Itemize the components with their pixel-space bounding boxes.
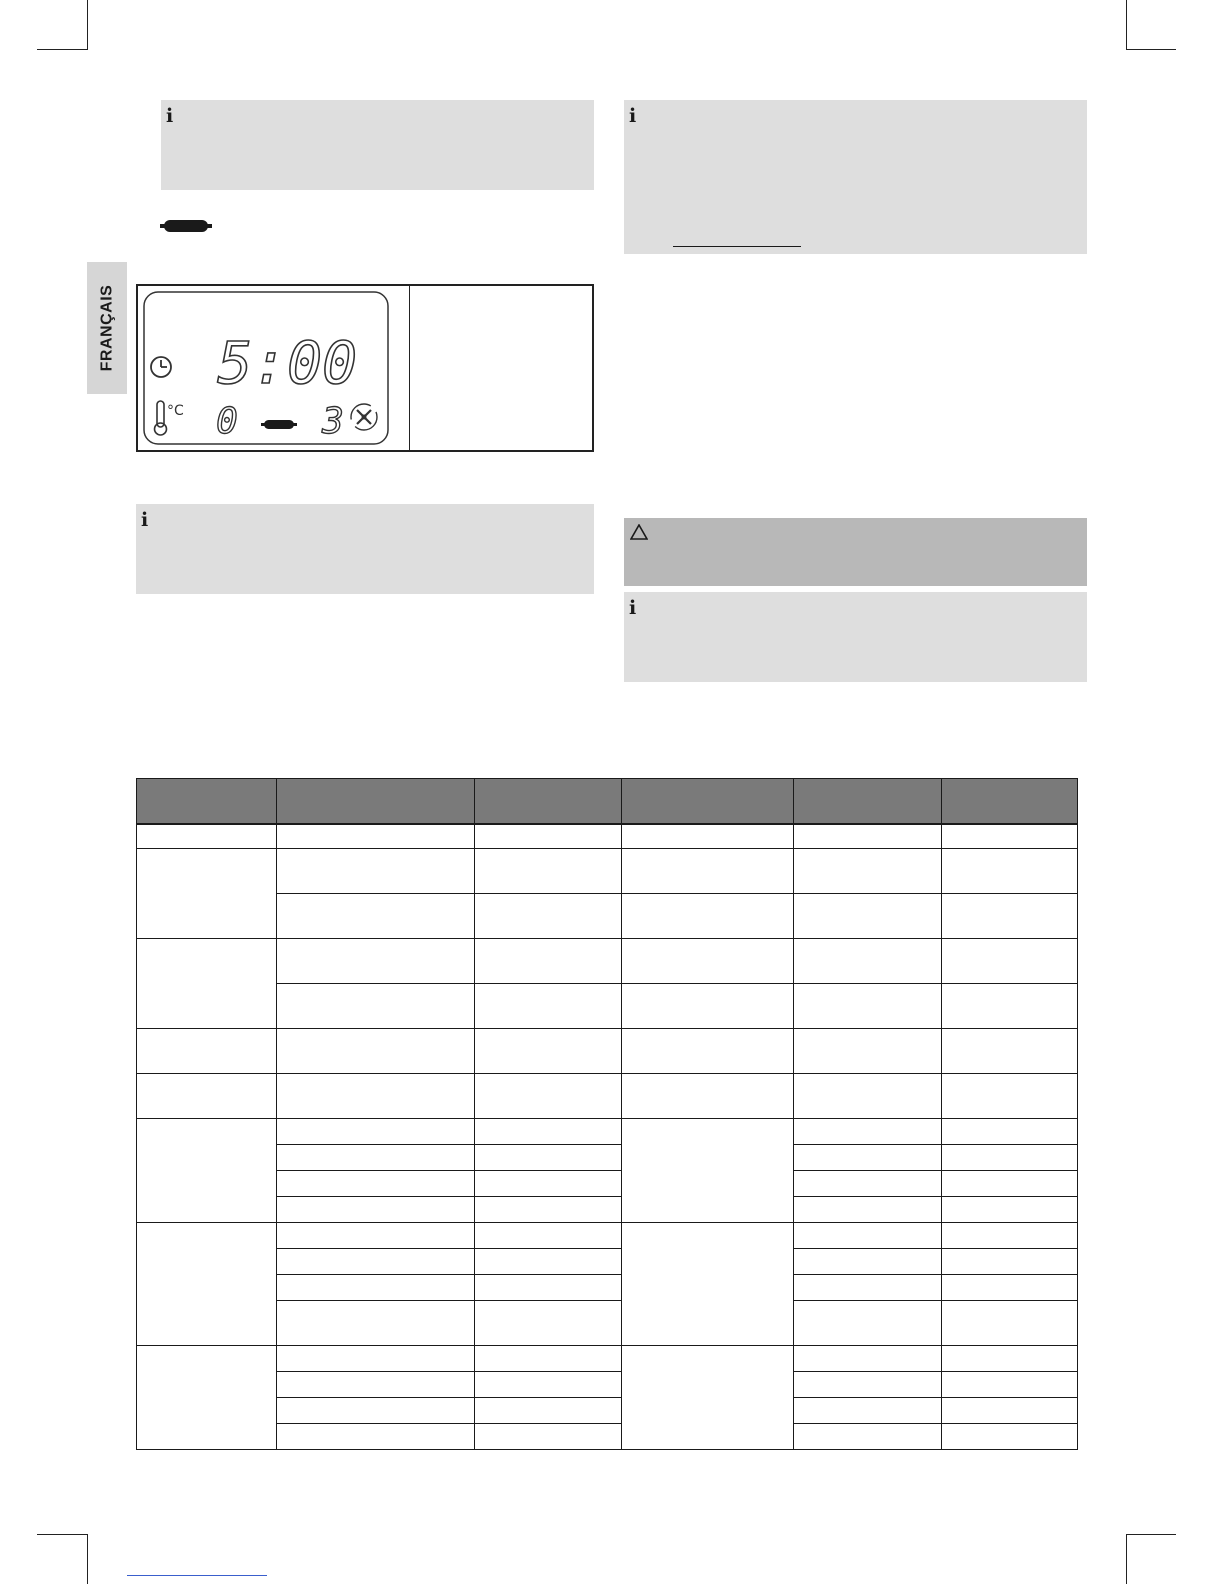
table-row <box>137 1398 1078 1424</box>
table-row <box>137 1029 1078 1074</box>
language-tab <box>87 262 127 394</box>
table-row <box>137 1249 1078 1275</box>
crop-mark <box>1126 49 1176 50</box>
table-row <box>137 939 1078 984</box>
lcd-time: 5:00 <box>217 329 357 397</box>
program-table <box>136 778 1078 1450</box>
table-row <box>137 1275 1078 1301</box>
svg-text:°C: °C <box>167 403 184 419</box>
info-note <box>624 592 1087 682</box>
table-header-cell <box>794 779 942 825</box>
lcd-temperature-digit: 0 <box>216 401 238 442</box>
table-row <box>137 894 1078 939</box>
info-icon: i <box>141 509 149 531</box>
table-row <box>137 984 1078 1029</box>
table-row <box>137 1145 1078 1171</box>
info-note <box>136 504 594 594</box>
crop-mark <box>1126 0 1127 50</box>
info-note <box>624 100 1087 254</box>
crop-mark <box>87 0 88 50</box>
table-row <box>137 1074 1078 1119</box>
table-row <box>137 1171 1078 1197</box>
language-tab-label: FRANÇAIS <box>98 284 116 372</box>
crop-mark <box>37 49 87 50</box>
crop-mark <box>87 1534 88 1584</box>
table-header-cell <box>137 779 277 825</box>
table-row <box>137 1197 1078 1223</box>
crop-mark <box>1126 1534 1176 1535</box>
lcd-display <box>143 291 389 445</box>
table-row <box>137 1372 1078 1398</box>
table-row <box>137 1424 1078 1450</box>
table-row <box>137 849 1078 894</box>
warning-triangle-icon <box>630 524 648 540</box>
info-icon: i <box>629 597 637 619</box>
table-row <box>137 1223 1078 1249</box>
underline-link[interactable] <box>673 246 801 247</box>
footer-link[interactable] <box>127 1575 267 1576</box>
table-header-cell <box>942 779 1078 825</box>
crop-mark <box>1126 1534 1127 1584</box>
display-divider <box>409 284 410 452</box>
table-header-cell <box>475 779 622 825</box>
level-bar-icon <box>160 219 212 233</box>
info-icon: i <box>629 105 637 127</box>
info-note <box>161 100 594 190</box>
table-row <box>137 824 1078 849</box>
lcd-level-bar <box>261 420 297 429</box>
warning-note <box>624 518 1087 586</box>
table-row <box>137 1119 1078 1145</box>
table-row <box>137 1346 1078 1372</box>
info-icon: i <box>166 105 174 127</box>
crop-mark <box>37 1534 87 1535</box>
table-header-row <box>137 779 1078 825</box>
table-row <box>137 1301 1078 1346</box>
lcd-level-digit: 3 <box>322 401 344 442</box>
table-header-cell <box>277 779 475 825</box>
table-header-cell <box>622 779 794 825</box>
